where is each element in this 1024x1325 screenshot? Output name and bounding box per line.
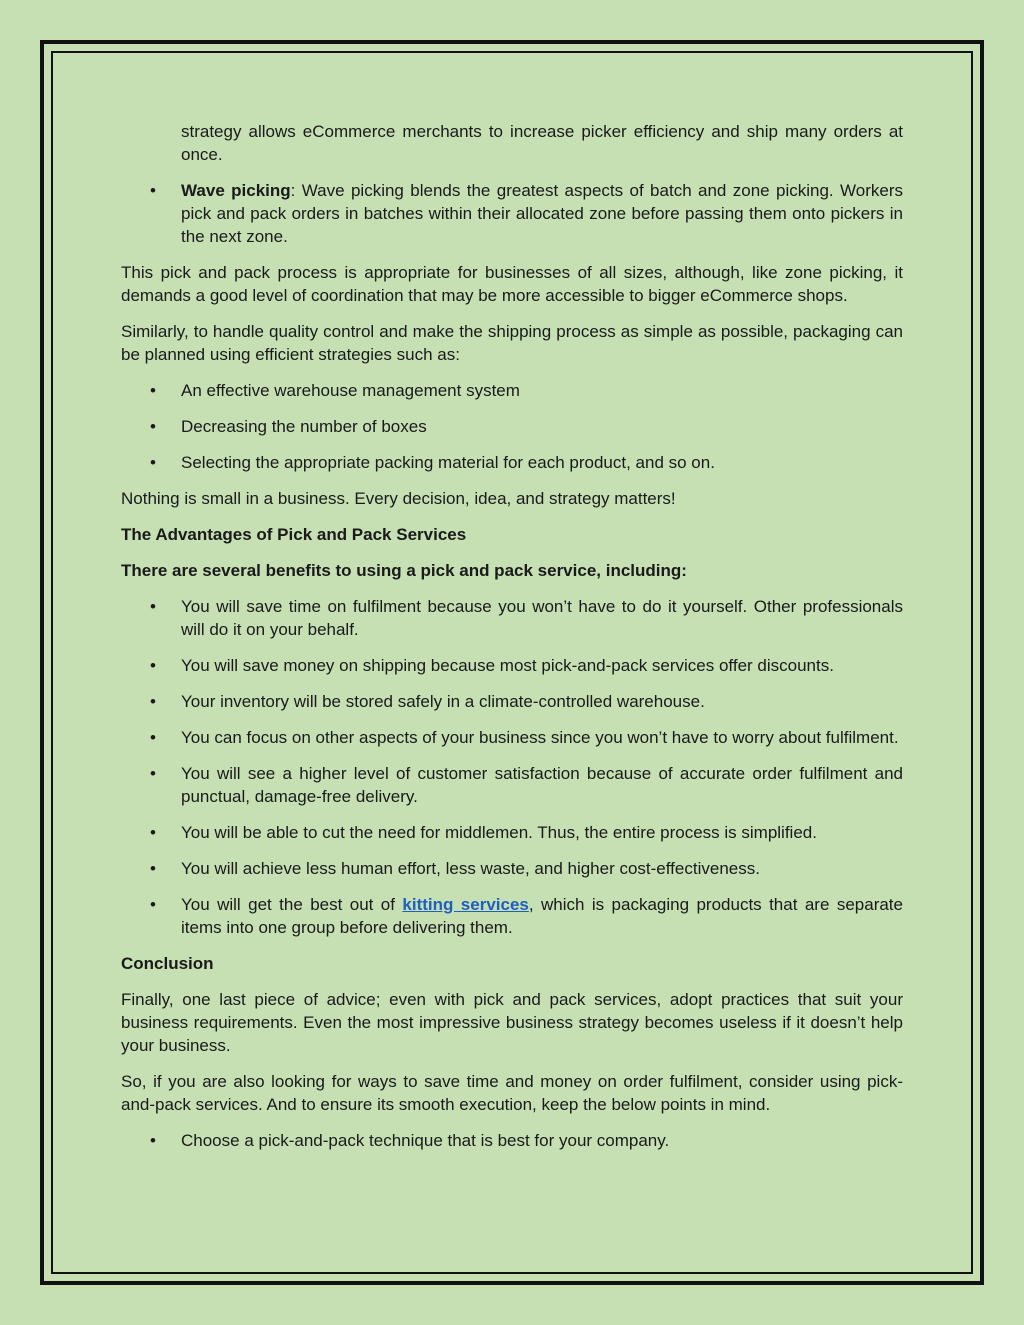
- list-item-wave-picking: [121, 179, 903, 248]
- list-item-text: Selecting the appropriate packing material for each product, and so on.: [181, 453, 715, 472]
- bullet-icon: •: [150, 859, 156, 878]
- term-wave-picking: Wave picking: [181, 181, 291, 200]
- document-body: [121, 120, 903, 1165]
- list-item: [121, 595, 903, 641]
- bullet-icon: •: [150, 453, 156, 472]
- heading-benefits: There are several benefits to using a pick and pack service, including:: [121, 561, 687, 580]
- list-item: [121, 857, 903, 880]
- list-item-text: You will see a higher level of customer satisfaction because of accurate order fulfilment and punctual, damage-free delivery.: [181, 764, 903, 806]
- paragraph-zone: This pick and pack process is appropriate for businesses of all sizes, although, like zone picking, it demands a good level of coordination that may be more accessible to bigger eCommerce shops.: [121, 263, 903, 305]
- paragraph-nothing: Nothing is small in a business. Every decision, idea, and strategy matters!: [121, 489, 676, 508]
- bullet-icon: •: [150, 181, 156, 200]
- list-item: [121, 415, 903, 438]
- list-item-text: You will save money on shipping because most pick-and-pack services offer discounts.: [181, 656, 834, 675]
- picking-methods-list: [121, 179, 903, 248]
- bullet-icon: •: [150, 381, 156, 400]
- list-item-text: An effective warehouse management system: [181, 381, 520, 400]
- list-item-text: You can focus on other aspects of your business since you won’t have to worry about fulfilment.: [181, 728, 899, 747]
- list-item: [121, 726, 903, 749]
- list-item-text: Choose a pick-and-pack technique that is best for your company.: [181, 1131, 670, 1150]
- bullet-icon: •: [150, 1131, 156, 1150]
- bullet-icon: •: [150, 417, 156, 436]
- bullet-icon: •: [150, 823, 156, 842]
- list-item-text: You will achieve less human effort, less waste, and higher cost-effectiveness.: [181, 859, 760, 878]
- list-item-kitting: [121, 893, 903, 939]
- list-item-text: Your inventory will be stored safely in a climate-controlled warehouse.: [181, 692, 705, 711]
- bullet-icon: •: [150, 728, 156, 747]
- list-item: [121, 762, 903, 808]
- list-item: [121, 821, 903, 844]
- bullet-icon: •: [150, 895, 156, 914]
- list-item-text: You will save time on fulfilment because you won’t have to do it yourself. Other professionals will do it on your behalf.: [181, 597, 903, 639]
- kitting-text-before: You will get the best out of: [181, 895, 403, 914]
- list-item: [121, 451, 903, 474]
- list-item-text: You will be able to cut the need for middlemen. Thus, the entire process is simplified.: [181, 823, 817, 842]
- heading-conclusion: Conclusion: [121, 954, 214, 973]
- list-item: [121, 1129, 903, 1152]
- bullet-icon: •: [150, 597, 156, 616]
- kitting-services-link[interactable]: kitting services: [402, 895, 529, 914]
- paragraph-similarly: Similarly, to handle quality control and make the shipping process as simple as possible, packaging can be planned using efficient strategies such as:: [121, 322, 903, 364]
- strategies-list: [121, 379, 903, 474]
- list-item: [121, 690, 903, 713]
- kitting-text-after: , which is packaging products that are separate items into one group before delivering them.: [181, 895, 903, 937]
- list-item: [121, 654, 903, 677]
- paragraph-finally: Finally, one last piece of advice; even with pick and pack services, adopt practices that suit your business requirements. Even the most impressive business strategy becomes useless if it doesn’t help your business.: [121, 990, 903, 1055]
- paragraph-so: So, if you are also looking for ways to save time and money on order fulfilment, consider using pick-and-pack services. And to ensure its smooth execution, keep the below points in mind.: [121, 1072, 903, 1114]
- final-points-list: [121, 1129, 903, 1152]
- list-item: [121, 379, 903, 402]
- wave-picking-text: : Wave picking blends the greatest aspects of batch and zone picking. Workers pick and pack orders in batches within their allocated zone before passing them onto pickers in the next zone.: [181, 181, 903, 246]
- list-item-text: Decreasing the number of boxes: [181, 417, 427, 436]
- heading-advantages: The Advantages of Pick and Pack Services: [121, 525, 467, 544]
- bullet-icon: •: [150, 656, 156, 675]
- bullet-icon: •: [150, 764, 156, 783]
- benefits-list: [121, 595, 903, 939]
- bullet-icon: •: [150, 692, 156, 711]
- paragraph-intro-continuation: strategy allows eCommerce merchants to increase picker efficiency and ship many orders at once.: [181, 122, 903, 164]
